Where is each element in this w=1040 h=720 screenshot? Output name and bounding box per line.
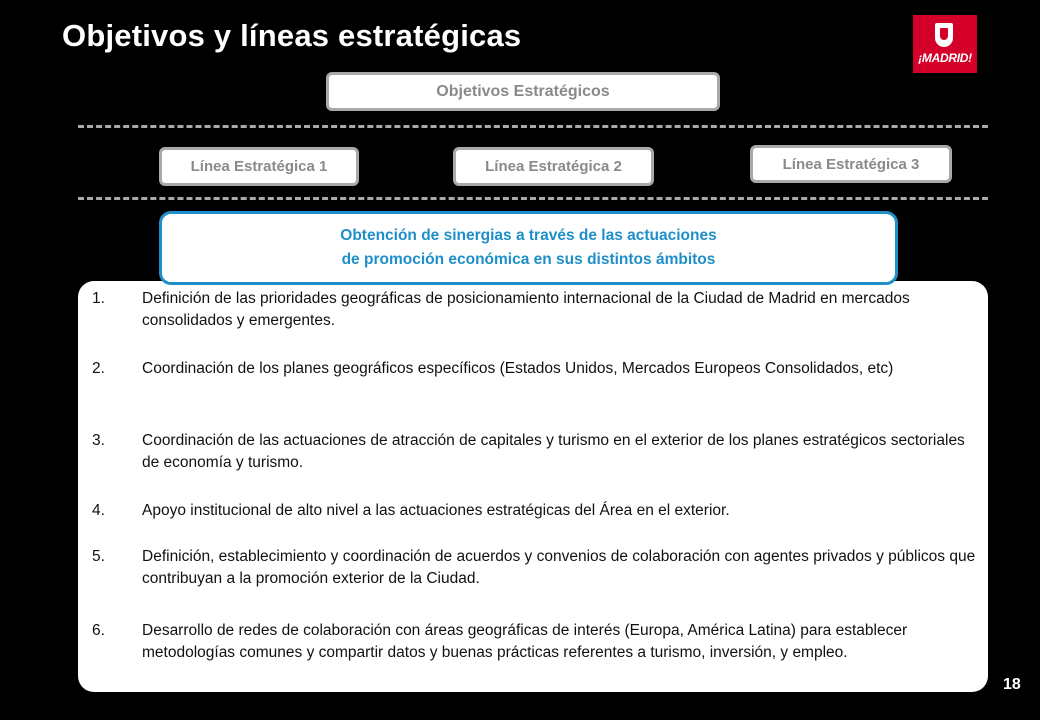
highlight-line-2: de promoción económica en sus distintos ámbitos — [341, 251, 716, 268]
list-item — [92, 288, 982, 331]
item-text: Apoyo institucional de alto nivel a las actuaciones estratégicas del Área en el exterior. — [142, 502, 730, 519]
highlight-banner — [159, 211, 898, 285]
item-text: Definición, establecimiento y coordinación de acuerdos y convenios de colaboración con agentes privados y públicos que contribuyan a la promoción exterior de la Ciudad. — [142, 548, 976, 587]
item-text: Desarrollo de redes de colaboración con áreas geográficas de interés (Europa, América Latina) para establecer metodologías comunes y compartir datos y buenas prácticas referentes a turismo, inversión, y empleo. — [142, 622, 908, 661]
logo-wordmark: ¡MADRID! — [918, 51, 972, 65]
list-item — [92, 430, 982, 473]
slide-title: Objetivos y líneas estratégicas — [62, 18, 522, 53]
item-number: 1. — [92, 290, 105, 307]
item-number: 5. — [92, 548, 105, 565]
item-text: Coordinación de las actuaciones de atracción de capitales y turismo en el exterior de los planes estratégicos sectoriales de economía y turismo. — [142, 432, 965, 471]
list-item — [92, 620, 982, 663]
strategic-line-1: Línea Estratégica 1 — [159, 147, 359, 186]
dashed-divider-bottom — [78, 197, 988, 200]
list-item — [92, 546, 982, 589]
strategic-line-3: Línea Estratégica 3 — [750, 145, 952, 183]
objectives-box: Objetivos Estratégicos — [326, 72, 720, 111]
item-text: Coordinación de los planes geográficos específicos (Estados Unidos, Mercados Europeos Consolidados, etc) — [142, 360, 894, 377]
item-text: Definición de las prioridades geográficas de posicionamiento internacional de la Ciudad de Madrid en mercados consolidados y emergentes. — [142, 290, 910, 329]
madrid-crest-icon — [935, 23, 953, 47]
item-number: 3. — [92, 432, 105, 449]
madrid-logo — [913, 15, 977, 73]
item-number: 4. — [92, 502, 105, 519]
list-item — [92, 500, 982, 522]
item-number: 6. — [92, 622, 105, 639]
dashed-divider-top — [78, 125, 988, 128]
strategic-line-2: Línea Estratégica 2 — [453, 147, 654, 186]
list-item — [92, 358, 982, 380]
highlight-line-1: Obtención de sinergias a través de las actuaciones — [340, 227, 717, 244]
item-number: 2. — [92, 360, 105, 377]
page-number: 18 — [1003, 676, 1021, 693]
